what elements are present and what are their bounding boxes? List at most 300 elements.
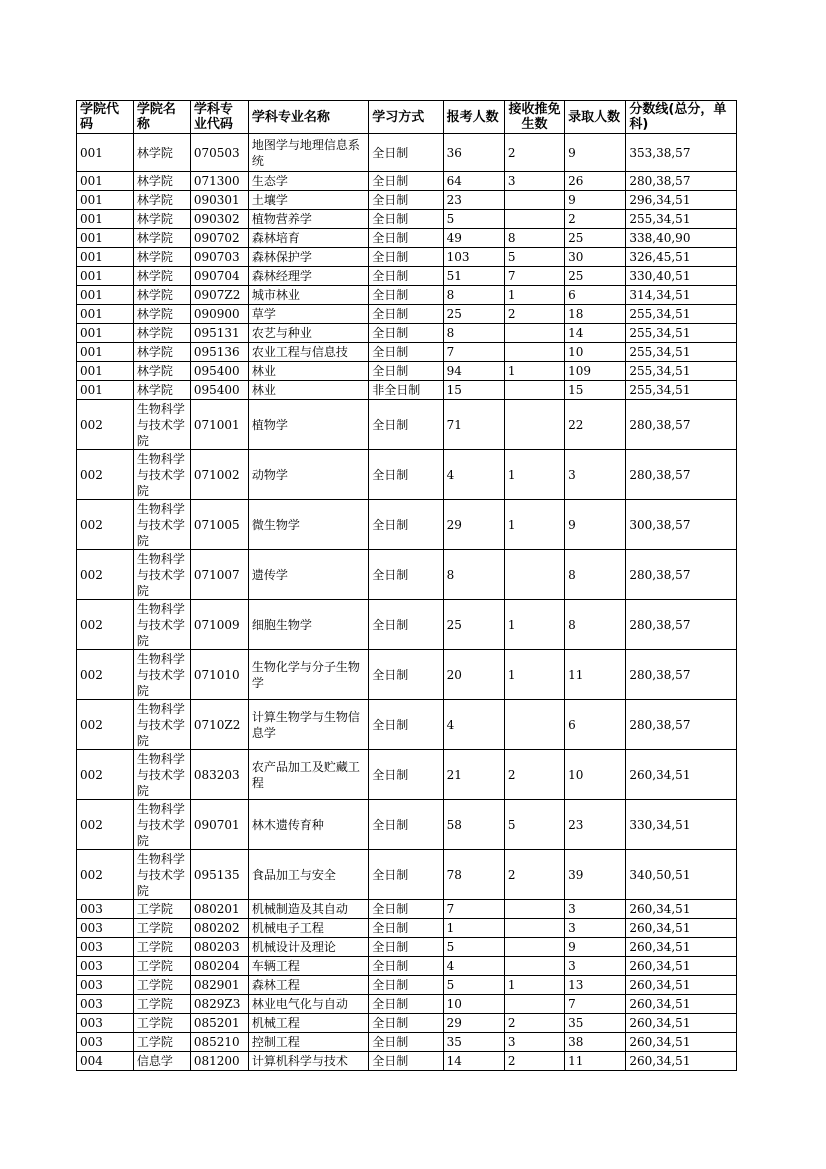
- cell-major-code: 071300: [190, 172, 248, 191]
- cell-college-name: 林学院: [133, 286, 190, 305]
- cell-major-name: 农产品加工及贮藏工程: [248, 750, 368, 800]
- cell-college-name: 生物科学与技术学院: [133, 600, 190, 650]
- cell-major-code: 090302: [190, 210, 248, 229]
- cell-score-line: 260,34,51: [626, 919, 737, 938]
- cell-recommended: 1: [504, 976, 564, 995]
- table-row: [77, 550, 737, 600]
- cell-admitted: 18: [565, 305, 626, 324]
- cell-college-code: 003: [77, 919, 134, 938]
- cell-college-name: 林学院: [133, 229, 190, 248]
- cell-study-mode: 全日制: [369, 400, 443, 450]
- cell-college-code: 004: [77, 1052, 134, 1071]
- cell-recommended: 7: [504, 267, 564, 286]
- table-row: [77, 900, 737, 919]
- cell-major-code: 080202: [190, 919, 248, 938]
- cell-recommended: 2: [504, 305, 564, 324]
- cell-recommended: 2: [504, 1014, 564, 1033]
- cell-major-name: 农业工程与信息技: [248, 343, 368, 362]
- cell-college-name: 林学院: [133, 172, 190, 191]
- cell-applicants: 25: [443, 600, 504, 650]
- table-row: [77, 500, 737, 550]
- cell-recommended: 1: [504, 600, 564, 650]
- cell-major-code: 090702: [190, 229, 248, 248]
- cell-applicants: 7: [443, 343, 504, 362]
- cell-major-name: 农艺与种业: [248, 324, 368, 343]
- table-row: [77, 750, 737, 800]
- cell-college-code: 003: [77, 900, 134, 919]
- cell-major-name: 植物营养学: [248, 210, 368, 229]
- cell-college-name: 林学院: [133, 210, 190, 229]
- cell-score-line: 260,34,51: [626, 976, 737, 995]
- cell-admitted: 10: [565, 750, 626, 800]
- cell-recommended: 1: [504, 286, 564, 305]
- cell-score-line: 260,34,51: [626, 1033, 737, 1052]
- cell-recommended: 2: [504, 134, 564, 172]
- table-row: [77, 172, 737, 191]
- table-row: [77, 324, 737, 343]
- cell-admitted: 35: [565, 1014, 626, 1033]
- cell-recommended: 3: [504, 172, 564, 191]
- table-row: [77, 957, 737, 976]
- cell-college-code: 001: [77, 248, 134, 267]
- cell-major-code: 0907Z2: [190, 286, 248, 305]
- cell-score-line: 296,34,51: [626, 191, 737, 210]
- cell-score-line: 280,38,57: [626, 600, 737, 650]
- cell-major-code: 090703: [190, 248, 248, 267]
- cell-admitted: 39: [565, 850, 626, 900]
- cell-admitted: 25: [565, 267, 626, 286]
- header-recommended: 接收推免生数: [504, 101, 564, 134]
- cell-recommended: [504, 324, 564, 343]
- cell-college-code: 001: [77, 267, 134, 286]
- cell-applicants: 20: [443, 650, 504, 700]
- cell-major-name: 植物学: [248, 400, 368, 450]
- cell-college-code: 003: [77, 976, 134, 995]
- cell-major-name: 生物化学与分子生物学: [248, 650, 368, 700]
- cell-college-name: 林学院: [133, 191, 190, 210]
- cell-recommended: [504, 400, 564, 450]
- cell-major-name: 林业: [248, 362, 368, 381]
- cell-admitted: 26: [565, 172, 626, 191]
- cell-study-mode: 全日制: [369, 1014, 443, 1033]
- header-college-code: 学院代码: [77, 101, 134, 134]
- cell-admitted: 11: [565, 1052, 626, 1071]
- cell-college-code: 003: [77, 957, 134, 976]
- cell-college-name: 生物科学与技术学院: [133, 750, 190, 800]
- table-row: [77, 1052, 737, 1071]
- cell-study-mode: 全日制: [369, 500, 443, 550]
- cell-score-line: 260,34,51: [626, 750, 737, 800]
- cell-applicants: 14: [443, 1052, 504, 1071]
- table-row: [77, 134, 737, 172]
- cell-study-mode: 全日制: [369, 600, 443, 650]
- cell-major-code: 080204: [190, 957, 248, 976]
- cell-score-line: 353,38,57: [626, 134, 737, 172]
- cell-college-name: 生物科学与技术学院: [133, 650, 190, 700]
- cell-major-code: 080203: [190, 938, 248, 957]
- cell-major-name: 细胞生物学: [248, 600, 368, 650]
- cell-applicants: 58: [443, 800, 504, 850]
- cell-college-code: 001: [77, 134, 134, 172]
- cell-recommended: 5: [504, 248, 564, 267]
- cell-major-code: 090301: [190, 191, 248, 210]
- cell-score-line: 330,40,51: [626, 267, 737, 286]
- cell-applicants: 4: [443, 957, 504, 976]
- cell-admitted: 8: [565, 550, 626, 600]
- cell-admitted: 38: [565, 1033, 626, 1052]
- cell-recommended: [504, 938, 564, 957]
- cell-major-code: 090701: [190, 800, 248, 850]
- cell-recommended: 1: [504, 362, 564, 381]
- cell-applicants: 1: [443, 919, 504, 938]
- cell-major-code: 085210: [190, 1033, 248, 1052]
- cell-college-code: 001: [77, 191, 134, 210]
- cell-study-mode: 全日制: [369, 850, 443, 900]
- cell-major-code: 090900: [190, 305, 248, 324]
- cell-study-mode: 全日制: [369, 286, 443, 305]
- header-row: [77, 101, 737, 134]
- cell-college-name: 林学院: [133, 343, 190, 362]
- cell-major-code: 071007: [190, 550, 248, 600]
- cell-score-line: 260,34,51: [626, 957, 737, 976]
- cell-score-line: 255,34,51: [626, 305, 737, 324]
- cell-major-name: 林业电气化与自动: [248, 995, 368, 1014]
- cell-score-line: 280,38,57: [626, 700, 737, 750]
- cell-major-name: 遗传学: [248, 550, 368, 600]
- cell-major-code: 071001: [190, 400, 248, 450]
- cell-major-name: 森林培育: [248, 229, 368, 248]
- cell-score-line: 280,38,57: [626, 650, 737, 700]
- cell-admitted: 3: [565, 957, 626, 976]
- cell-study-mode: 全日制: [369, 450, 443, 500]
- cell-score-line: 260,34,51: [626, 1014, 737, 1033]
- cell-college-name: 信息学: [133, 1052, 190, 1071]
- cell-major-name: 微生物学: [248, 500, 368, 550]
- cell-college-code: 002: [77, 500, 134, 550]
- cell-applicants: 25: [443, 305, 504, 324]
- cell-major-code: 080201: [190, 900, 248, 919]
- cell-study-mode: 全日制: [369, 1033, 443, 1052]
- cell-recommended: [504, 700, 564, 750]
- cell-score-line: 330,34,51: [626, 800, 737, 850]
- cell-major-name: 土壤学: [248, 191, 368, 210]
- cell-score-line: 326,45,51: [626, 248, 737, 267]
- cell-college-code: 003: [77, 995, 134, 1014]
- cell-score-line: 255,34,51: [626, 381, 737, 400]
- cell-recommended: [504, 550, 564, 600]
- cell-college-name: 生物科学与技术学院: [133, 700, 190, 750]
- cell-recommended: [504, 381, 564, 400]
- cell-major-code: 0829Z3: [190, 995, 248, 1014]
- cell-college-code: 001: [77, 381, 134, 400]
- cell-recommended: [504, 957, 564, 976]
- cell-score-line: 280,38,57: [626, 400, 737, 450]
- cell-major-code: 085201: [190, 1014, 248, 1033]
- cell-study-mode: 全日制: [369, 800, 443, 850]
- cell-college-code: 003: [77, 938, 134, 957]
- cell-college-name: 工学院: [133, 919, 190, 938]
- cell-major-name: 机械工程: [248, 1014, 368, 1033]
- cell-applicants: 10: [443, 995, 504, 1014]
- cell-college-name: 林学院: [133, 381, 190, 400]
- table-row: [77, 850, 737, 900]
- table-row: [77, 976, 737, 995]
- cell-admitted: 9: [565, 134, 626, 172]
- header-admitted: 录取人数: [565, 101, 626, 134]
- table-row: [77, 286, 737, 305]
- cell-major-name: 森林工程: [248, 976, 368, 995]
- cell-college-name: 生物科学与技术学院: [133, 400, 190, 450]
- cell-score-line: 255,34,51: [626, 343, 737, 362]
- cell-college-code: 002: [77, 400, 134, 450]
- cell-recommended: [504, 995, 564, 1014]
- cell-recommended: [504, 343, 564, 362]
- cell-study-mode: 全日制: [369, 324, 443, 343]
- cell-college-code: 003: [77, 1014, 134, 1033]
- cell-score-line: 260,34,51: [626, 1052, 737, 1071]
- cell-applicants: 8: [443, 550, 504, 600]
- cell-admitted: 6: [565, 286, 626, 305]
- cell-applicants: 23: [443, 191, 504, 210]
- cell-major-name: 控制工程: [248, 1033, 368, 1052]
- cell-study-mode: 全日制: [369, 134, 443, 172]
- cell-admitted: 109: [565, 362, 626, 381]
- cell-score-line: 255,34,51: [626, 210, 737, 229]
- cell-applicants: 29: [443, 1014, 504, 1033]
- table-row: [77, 938, 737, 957]
- header-applicants: 报考人数: [443, 101, 504, 134]
- cell-applicants: 5: [443, 938, 504, 957]
- cell-major-code: 071002: [190, 450, 248, 500]
- cell-major-name: 车辆工程: [248, 957, 368, 976]
- cell-recommended: [504, 919, 564, 938]
- cell-major-name: 机械设计及理论: [248, 938, 368, 957]
- cell-major-name: 计算机科学与技术: [248, 1052, 368, 1071]
- cell-admitted: 11: [565, 650, 626, 700]
- cell-applicants: 64: [443, 172, 504, 191]
- admission-table: [76, 100, 737, 1071]
- cell-study-mode: 全日制: [369, 995, 443, 1014]
- cell-major-code: 0710Z2: [190, 700, 248, 750]
- cell-score-line: 260,34,51: [626, 938, 737, 957]
- cell-college-name: 林学院: [133, 324, 190, 343]
- cell-major-code: 095136: [190, 343, 248, 362]
- header-major-code: 学科专业代码: [190, 101, 248, 134]
- table-row: [77, 919, 737, 938]
- cell-applicants: 78: [443, 850, 504, 900]
- cell-score-line: 340,50,51: [626, 850, 737, 900]
- cell-major-name: 地图学与地理信息系统: [248, 134, 368, 172]
- table-row: [77, 1033, 737, 1052]
- table-row: [77, 700, 737, 750]
- table-row: [77, 650, 737, 700]
- cell-major-name: 林业: [248, 381, 368, 400]
- cell-college-code: 002: [77, 550, 134, 600]
- cell-study-mode: 非全日制: [369, 381, 443, 400]
- cell-college-name: 林学院: [133, 248, 190, 267]
- cell-study-mode: 全日制: [369, 750, 443, 800]
- cell-applicants: 21: [443, 750, 504, 800]
- cell-study-mode: 全日制: [369, 267, 443, 286]
- table-row: [77, 995, 737, 1014]
- header-score-line: 分数线(总分，单科): [626, 101, 737, 134]
- cell-applicants: 29: [443, 500, 504, 550]
- cell-major-name: 食品加工与安全: [248, 850, 368, 900]
- cell-study-mode: 全日制: [369, 650, 443, 700]
- cell-study-mode: 全日制: [369, 1052, 443, 1071]
- cell-major-name: 城市林业: [248, 286, 368, 305]
- cell-recommended: 2: [504, 750, 564, 800]
- cell-applicants: 51: [443, 267, 504, 286]
- cell-score-line: 280,38,57: [626, 450, 737, 500]
- cell-applicants: 5: [443, 976, 504, 995]
- cell-applicants: 103: [443, 248, 504, 267]
- cell-major-code: 082901: [190, 976, 248, 995]
- table-row: [77, 210, 737, 229]
- cell-study-mode: 全日制: [369, 172, 443, 191]
- cell-applicants: 8: [443, 324, 504, 343]
- cell-college-code: 001: [77, 172, 134, 191]
- cell-study-mode: 全日制: [369, 900, 443, 919]
- cell-college-name: 林学院: [133, 362, 190, 381]
- table-row: [77, 191, 737, 210]
- cell-applicants: 8: [443, 286, 504, 305]
- cell-major-name: 机械电子工程: [248, 919, 368, 938]
- cell-applicants: 4: [443, 700, 504, 750]
- cell-recommended: 2: [504, 1052, 564, 1071]
- cell-admitted: 9: [565, 500, 626, 550]
- cell-score-line: 338,40,90: [626, 229, 737, 248]
- cell-college-code: 001: [77, 286, 134, 305]
- cell-college-code: 001: [77, 229, 134, 248]
- cell-recommended: 2: [504, 850, 564, 900]
- cell-recommended: 1: [504, 650, 564, 700]
- table-row: [77, 600, 737, 650]
- cell-college-code: 002: [77, 750, 134, 800]
- cell-study-mode: 全日制: [369, 343, 443, 362]
- cell-recommended: 1: [504, 500, 564, 550]
- cell-college-code: 001: [77, 362, 134, 381]
- cell-college-code: 002: [77, 650, 134, 700]
- cell-study-mode: 全日制: [369, 919, 443, 938]
- table-row: [77, 248, 737, 267]
- cell-major-code: 095400: [190, 381, 248, 400]
- cell-study-mode: 全日制: [369, 957, 443, 976]
- table-row: [77, 800, 737, 850]
- cell-major-name: 机械制造及其自动: [248, 900, 368, 919]
- cell-college-code: 001: [77, 343, 134, 362]
- cell-college-name: 生物科学与技术学院: [133, 850, 190, 900]
- cell-applicants: 49: [443, 229, 504, 248]
- cell-admitted: 14: [565, 324, 626, 343]
- cell-admitted: 15: [565, 381, 626, 400]
- cell-score-line: 300,38,57: [626, 500, 737, 550]
- cell-admitted: 9: [565, 938, 626, 957]
- table-row: [77, 229, 737, 248]
- cell-college-code: 002: [77, 700, 134, 750]
- cell-score-line: 314,34,51: [626, 286, 737, 305]
- cell-recommended: 3: [504, 1033, 564, 1052]
- table-row: [77, 1014, 737, 1033]
- cell-college-code: 001: [77, 324, 134, 343]
- cell-admitted: 10: [565, 343, 626, 362]
- cell-score-line: 280,38,57: [626, 172, 737, 191]
- cell-study-mode: 全日制: [369, 229, 443, 248]
- cell-college-name: 工学院: [133, 995, 190, 1014]
- cell-applicants: 5: [443, 210, 504, 229]
- cell-study-mode: 全日制: [369, 700, 443, 750]
- cell-admitted: 30: [565, 248, 626, 267]
- cell-major-code: 071010: [190, 650, 248, 700]
- cell-admitted: 9: [565, 191, 626, 210]
- cell-applicants: 36: [443, 134, 504, 172]
- cell-college-name: 林学院: [133, 305, 190, 324]
- header-college-name: 学院名称: [133, 101, 190, 134]
- cell-applicants: 7: [443, 900, 504, 919]
- cell-applicants: 4: [443, 450, 504, 500]
- cell-college-name: 生物科学与技术学院: [133, 550, 190, 600]
- cell-admitted: 22: [565, 400, 626, 450]
- cell-study-mode: 全日制: [369, 210, 443, 229]
- cell-score-line: 260,34,51: [626, 900, 737, 919]
- cell-study-mode: 全日制: [369, 550, 443, 600]
- cell-score-line: 255,34,51: [626, 362, 737, 381]
- cell-college-name: 工学院: [133, 976, 190, 995]
- cell-major-code: 071009: [190, 600, 248, 650]
- cell-admitted: 7: [565, 995, 626, 1014]
- cell-major-code: 095131: [190, 324, 248, 343]
- cell-admitted: 2: [565, 210, 626, 229]
- cell-applicants: 35: [443, 1033, 504, 1052]
- cell-college-name: 工学院: [133, 1033, 190, 1052]
- cell-college-code: 002: [77, 600, 134, 650]
- cell-college-code: 001: [77, 210, 134, 229]
- table-row: [77, 450, 737, 500]
- table-row: [77, 362, 737, 381]
- cell-study-mode: 全日制: [369, 976, 443, 995]
- cell-major-code: 095135: [190, 850, 248, 900]
- cell-recommended: [504, 191, 564, 210]
- cell-admitted: 25: [565, 229, 626, 248]
- cell-college-code: 003: [77, 1033, 134, 1052]
- cell-study-mode: 全日制: [369, 305, 443, 324]
- cell-major-code: 083203: [190, 750, 248, 800]
- cell-college-name: 林学院: [133, 134, 190, 172]
- cell-admitted: 3: [565, 450, 626, 500]
- cell-major-name: 森林经理学: [248, 267, 368, 286]
- header-study-mode: 学习方式: [369, 101, 443, 134]
- cell-college-code: 001: [77, 305, 134, 324]
- cell-recommended: [504, 210, 564, 229]
- cell-major-name: 动物学: [248, 450, 368, 500]
- cell-college-name: 林学院: [133, 267, 190, 286]
- cell-recommended: 8: [504, 229, 564, 248]
- cell-recommended: 1: [504, 450, 564, 500]
- cell-major-code: 090704: [190, 267, 248, 286]
- cell-score-line: 280,38,57: [626, 550, 737, 600]
- table-row: [77, 267, 737, 286]
- cell-admitted: 13: [565, 976, 626, 995]
- cell-admitted: 3: [565, 919, 626, 938]
- cell-college-name: 工学院: [133, 957, 190, 976]
- table-row: [77, 400, 737, 450]
- cell-major-code: 095400: [190, 362, 248, 381]
- cell-applicants: 15: [443, 381, 504, 400]
- cell-admitted: 3: [565, 900, 626, 919]
- cell-major-name: 计算生物学与生物信息学: [248, 700, 368, 750]
- table-row: [77, 343, 737, 362]
- cell-college-name: 工学院: [133, 900, 190, 919]
